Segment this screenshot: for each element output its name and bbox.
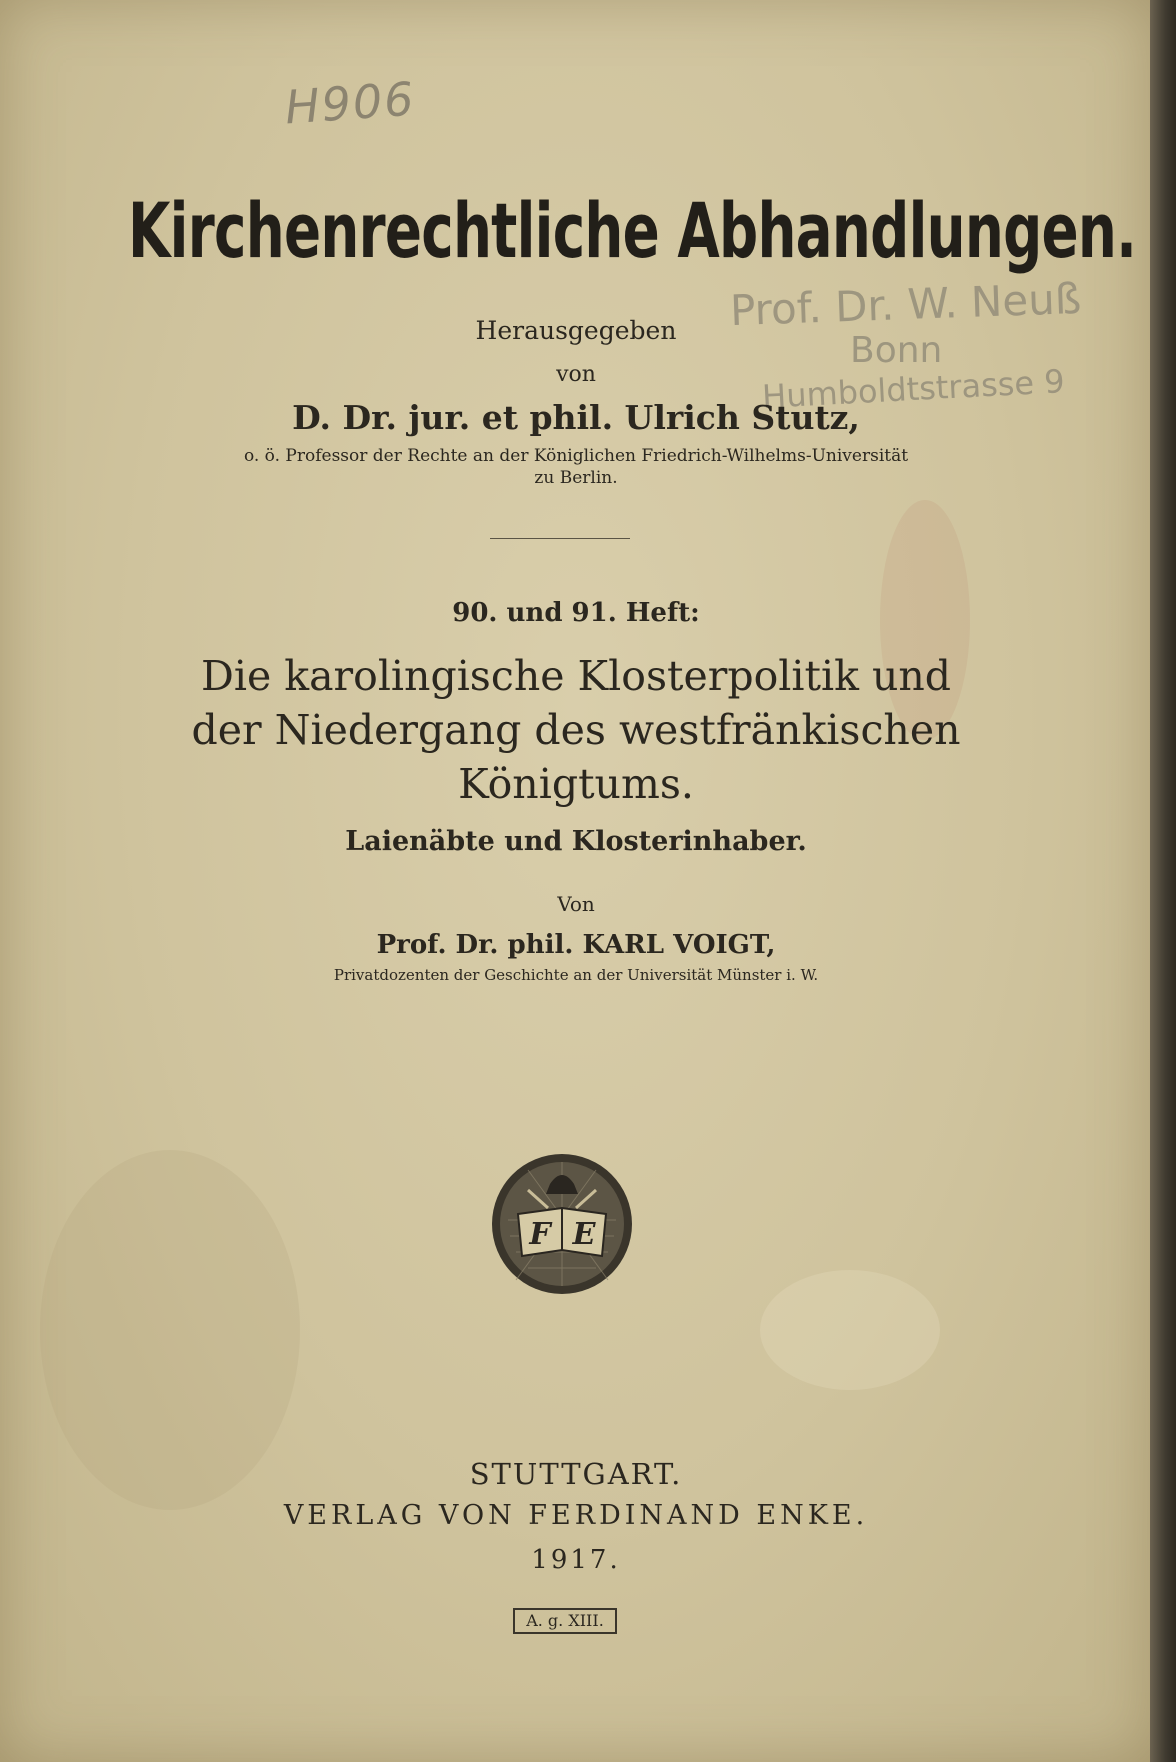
series-mark-box: A. g. XIII.: [513, 1608, 617, 1634]
series-title: Kirchenrechtliche Abhandlungen.: [128, 186, 1137, 275]
author-von: Von: [557, 892, 595, 916]
page-edge-shadow: [1150, 0, 1176, 1762]
logo-monogram-letter: E: [572, 1217, 596, 1252]
heft-number: 90. und 91. Heft:: [452, 598, 700, 628]
logo-monogram-letter: F: [529, 1217, 551, 1252]
paper-stain: [760, 1270, 940, 1390]
book-subtitle: Laienäbte und Klosterinhaber.: [345, 826, 807, 857]
handwritten-shelfmark: H906: [283, 71, 418, 135]
author-affiliation: Privatdozenten der Geschichte an der Universität Münster i. W.: [333, 966, 819, 984]
imprint-place: STUTTGART.: [469, 1457, 683, 1491]
publisher-logo: [488, 1150, 636, 1298]
imprint-year: 1917.: [531, 1545, 621, 1575]
editor-prefix: Herausgegeben: [475, 316, 677, 345]
editor-affiliation: o. ö. Professor der Rechte an der Königlichen Friedrich-Wilhelms-Universität: [243, 446, 909, 466]
owner-stamp-line-2: Bonn: [850, 330, 943, 371]
author-name: Prof. Dr. phil. KARL VOIGT,: [376, 930, 776, 960]
book-title-line: der Niedergang des westfränkischen: [191, 706, 961, 754]
editor-name: D. Dr. jur. et phil. Ulrich Stutz,: [292, 398, 860, 437]
owner-stamp-line-3: Humboldtstrasse 9: [761, 362, 1066, 416]
book-title-line: Königtums.: [458, 760, 694, 808]
owner-stamp-line-1: Prof. Dr. W. Neuß: [729, 273, 1083, 336]
divider-rule: [490, 538, 630, 539]
imprint-publisher: VERLAG VON FERDINAND ENKE.: [283, 1500, 869, 1531]
editor-city: zu Berlin.: [534, 468, 618, 488]
paper-stain: [40, 1150, 300, 1510]
editor-von: von: [556, 362, 596, 387]
book-title-line: Die karolingische Klosterpolitik und: [200, 652, 952, 700]
